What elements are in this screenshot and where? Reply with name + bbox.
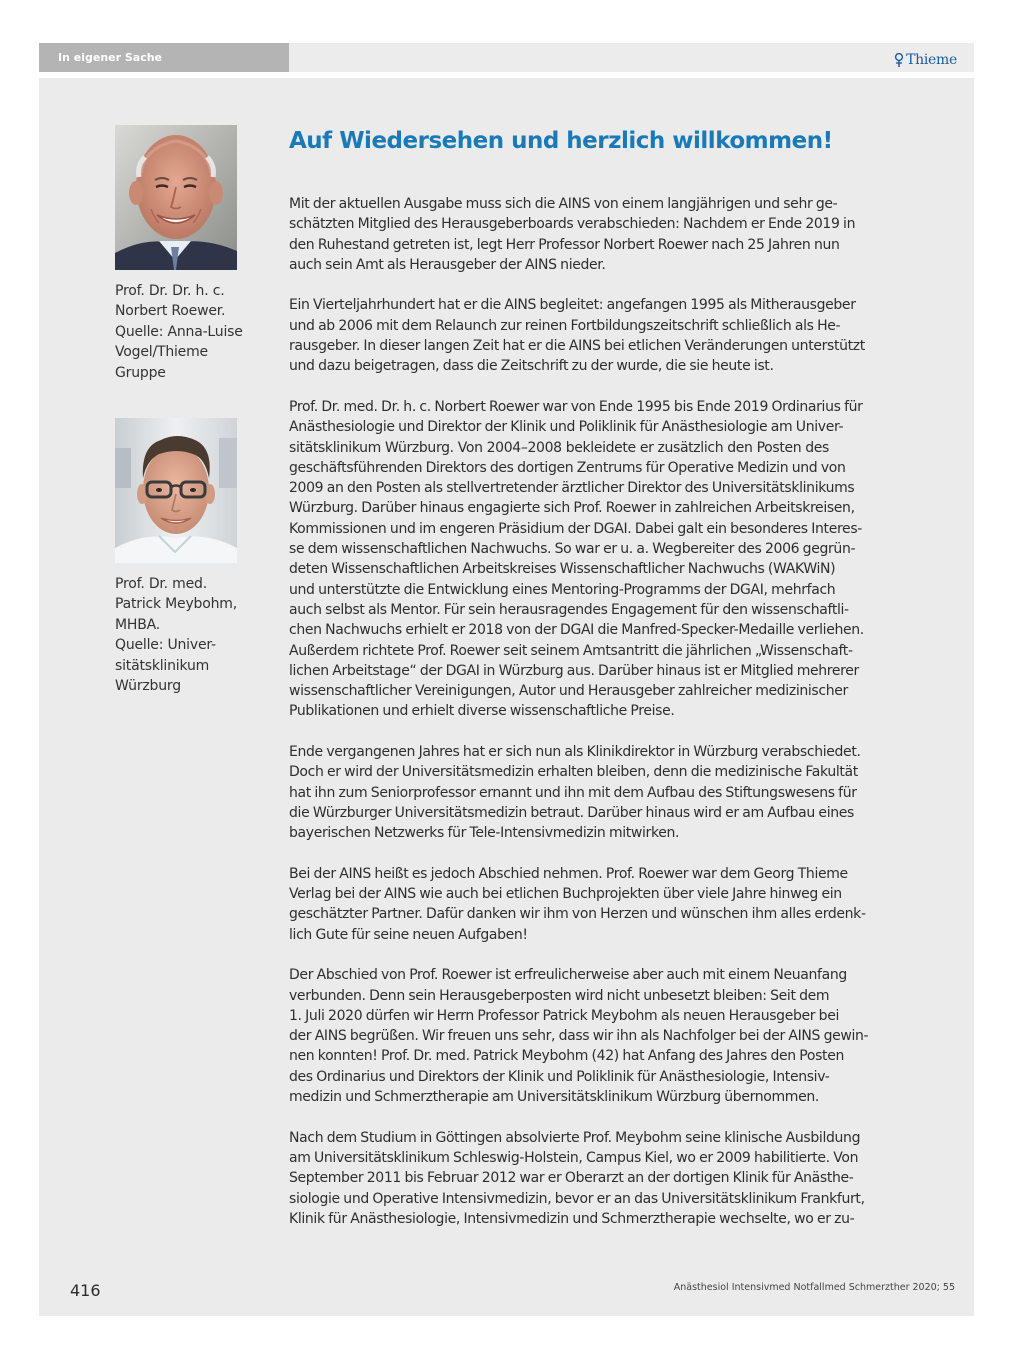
- article-line: wissenschaftlicher Vereinigungen, Autor und Herausgeber zahlreicher medizinischer: [289, 683, 848, 700]
- section-label: In eigener Sache: [58, 51, 163, 64]
- article-line: 1. Juli 2020 dürfen wir Herrn Professor Patrick Meybohm als neuen Herausgeber bei: [289, 1007, 840, 1024]
- article-line: und unterstützte die Entwicklung eines Mentoring-Programms der DGAI, mehrfach: [289, 581, 836, 598]
- article-line: und ab 2006 mit dem Relaunch zur reinen Fortbildungszeitschrift schließlich als He-: [289, 317, 841, 334]
- article-line: Doch er wird der Universitätsmedizin erhalten bleiben, denn die medizinische Fakultät: [289, 764, 858, 781]
- article-line: Der Abschied von Prof. Roewer ist erfreulicherweise aber auch mit einem Neuanfang: [289, 967, 847, 984]
- caption-line: Patrick Meybohm,: [115, 596, 237, 613]
- caption-line: Quelle: Anna-Luise: [115, 323, 243, 340]
- article-paragraph: [289, 965, 869, 1107]
- article-line: geschäftsführenden Direktors des dortigen Zentrums für Operative Medizin und von: [289, 459, 846, 476]
- article-line: schätzten Mitglied des Herausgeberboards verabschieden: Nachdem er Ende 2019 in: [289, 216, 856, 233]
- photo-caption-roewer: [115, 281, 255, 383]
- thieme-mark-icon: [894, 53, 904, 68]
- caption-line: Norbert Roewer.: [115, 303, 226, 320]
- article-paragraph: [289, 295, 865, 376]
- article-line: deten Wissenschaftlichen Arbeitskreises Wissenschaftlicher Nachwuchs (WAKWiN): [289, 561, 836, 578]
- caption-line: Vogel/Thieme: [115, 344, 208, 361]
- article-line: Außerdem richtete Prof. Roewer seit seinem Amtsantritt die jährlichen „Wissenschaft-: [289, 642, 853, 659]
- article-line: medizin und Schmerztherapie am Universitätsklinikum Würzburg übernommen.: [289, 1089, 819, 1106]
- article-line: lichen Arbeitstage“ der DGAI in Würzburg aus. Darüber hinaus ist er Mitglied mehrerer: [289, 662, 859, 679]
- article-paragraph: [289, 194, 856, 275]
- publisher-logo: [894, 51, 957, 69]
- article-line: geschätzter Partner. Dafür danken wir ihm von Herzen und wünschen ihm alles erdenk-: [289, 906, 866, 923]
- article-paragraph: [289, 1128, 865, 1229]
- photo-caption-meybohm: [115, 574, 255, 696]
- portrait-photo-roewer: [115, 125, 237, 270]
- article-line: und dazu beigetragen, dass die Zeitschrift zu der wurde, die sie heute ist.: [289, 358, 774, 375]
- article-line: der AINS begrüßen. Wir freuen uns sehr, dass wir ihn als Nachfolger bei der AINS gewin-: [289, 1028, 869, 1045]
- page-number: 416: [70, 1281, 101, 1300]
- article-paragraph: [289, 864, 866, 945]
- caption-line: sitätsklinikum: [115, 657, 210, 674]
- caption-line: Würzburg: [115, 678, 181, 695]
- article-paragraph: [289, 397, 864, 722]
- article-body: [289, 194, 869, 1249]
- caption-line: Quelle: Univer-: [115, 637, 216, 654]
- article-line: se dem wissenschaftlichen Nachwuchs. So war er u. a. Wegbereiter des 2006 gegrün-: [289, 541, 856, 558]
- journal-reference: Anästhesiol Intensivmed Notfallmed Schmerzther 2020; 55: [673, 1282, 955, 1293]
- article-line: hat ihn zum Seniorprofessor ernannt und ihn mit dem Aufbau des Stiftungswesens für: [289, 784, 857, 801]
- article-line: Klinik für Anästhesiologie, Intensivmedizin und Schmerztherapie wechselte, wo er zu-: [289, 1210, 855, 1227]
- article-line: siologie und Operative Intensivmedizin, bevor er an das Universitätsklinikum Frankfurt,: [289, 1190, 865, 1207]
- article-line: den Ruhestand getreten ist, legt Herr Professor Norbert Roewer nach 25 Jahren nun: [289, 236, 840, 253]
- article-line: auch sein Amt als Herausgeber der AINS nieder.: [289, 256, 606, 273]
- article-line: Nach dem Studium in Göttingen absolvierte Prof. Meybohm seine klinische Ausbildung: [289, 1129, 861, 1146]
- article-line: bayerischen Netzwerks für Tele-Intensivmedizin mitwirken.: [289, 825, 680, 842]
- article-line: nen konnten! Prof. Dr. med. Patrick Meybohm (42) hat Anfang des Jahres den Posten: [289, 1048, 844, 1065]
- article-line: am Universitätsklinikum Schleswig-Holstein, Campus Kiel, wo er 2009 habilitierte. Von: [289, 1149, 859, 1166]
- article-line: Kommissionen und im engeren Präsidium der DGAI. Dabei galt ein besonderes Interes-: [289, 520, 862, 537]
- article-line: die Würzburger Universitätsmedizin betraut. Darüber hinaus wird er am Aufbau eines: [289, 804, 854, 821]
- article-line: Verlag bei der AINS wie auch bei etlichen Buchprojekten über viele Jahre hinweg ein: [289, 886, 842, 903]
- article-line: Ein Vierteljahrhundert hat er die AINS begleitet: angefangen 1995 als Mitherausgeber: [289, 297, 856, 314]
- publisher-logo-text: Thieme: [906, 52, 957, 68]
- article-line: Ende vergangenen Jahres hat er sich nun als Klinikdirektor in Würzburg verabschiedet.: [289, 744, 861, 761]
- caption-line: MHBA.: [115, 616, 160, 633]
- caption-line: Gruppe: [115, 364, 166, 381]
- caption-line: Prof. Dr. med.: [115, 576, 207, 592]
- article-line: Würzburg. Darüber hinaus engagierte sich Prof. Roewer in zahlreichen Arbeitskreisen,: [289, 500, 855, 517]
- article-line: Bei der AINS heißt es jedoch Abschied nehmen. Prof. Roewer war dem Georg Thieme: [289, 865, 848, 882]
- article-line: Anästhesiologie und Direktor der Klinik und Poliklinik für Anästhesiologie am Univer-: [289, 419, 844, 436]
- article-line: chen Nachwuchs erhielt er 2018 von der DGAI die Manfred-Specker-Medaille verliehen.: [289, 622, 864, 639]
- section-tab: [39, 43, 289, 72]
- article-title: Auf Wiedersehen und herzlich willkommen!: [289, 128, 833, 154]
- article-line: 2009 an den Posten als stellvertretender ärztlicher Direktor des Universitätsklinikums: [289, 480, 855, 497]
- article-line: auch selbst als Mentor. Für sein herausragendes Engagement für den wissenschaftli-: [289, 601, 849, 618]
- article-line: rausgeber. In dieser langen Zeit hat er die AINS bei etlichen Veränderungen unterstützt: [289, 338, 865, 355]
- article-line: des Ordinarius und Direktors der Klinik und Poliklinik für Anästhesiologie, Intensiv-: [289, 1068, 830, 1085]
- caption-line: Prof. Dr. Dr. h. c.: [115, 283, 225, 299]
- article-line: Mit der aktuellen Ausgabe muss sich die AINS von einem langjährigen und sehr ge-: [289, 196, 838, 212]
- article-line: Publikationen und erhielt diverse wissenschaftliche Preise.: [289, 703, 675, 720]
- article-line: sitätsklinikum Würzburg. Von 2004–2008 bekleidete er zusätzlich den Posten des: [289, 439, 829, 456]
- article-line: September 2011 bis Februar 2012 war er Oberarzt an der dortigen Klinik für Anästhe-: [289, 1170, 854, 1187]
- portrait-photo-meybohm: [115, 418, 237, 563]
- article-line: lich Gute für seine neuen Aufgaben!: [289, 926, 528, 943]
- article-paragraph: [289, 742, 861, 843]
- article-line: verbunden. Denn sein Herausgeberposten wird nicht unbesetzt bleiben: Seit dem: [289, 987, 830, 1004]
- article-line: Prof. Dr. med. Dr. h. c. Norbert Roewer war von Ende 1995 bis Ende 2019 Ordinarius für: [289, 398, 863, 415]
